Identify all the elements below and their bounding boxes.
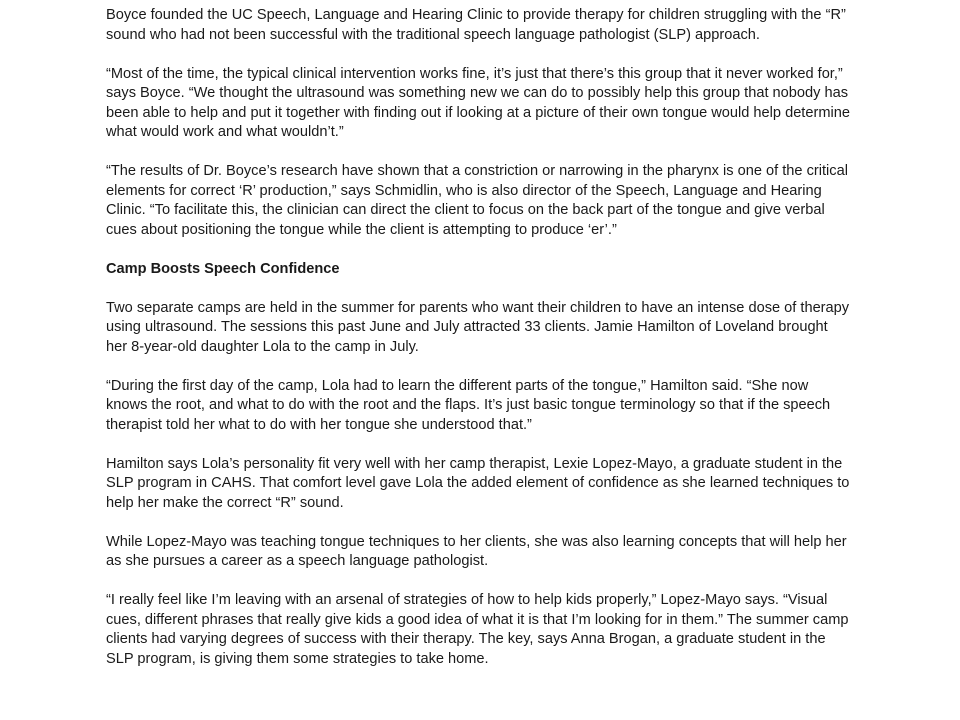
- paragraph-camps: Two separate camps are held in the summer for parents who want their children to have an intense dose of therapy using ultrasound. The sessions this past June and July attracted 33 clients. Jamie Hamilton of Loveland brought her 8-year-old daughter Lola to the camp in July.: [106, 299, 850, 355]
- paragraph-hamilton-quote: “During the first day of the camp, Lola had to learn the different parts of the tongue,” Hamilton said. “She now knows the root, and what to do with the root and the flaps. It’s just basic tongue terminology so that if the speech therapist told her what to do with her tongue she understood that.”: [106, 377, 831, 433]
- article-body: [106, 6, 852, 669]
- paragraph-clinic-founding: Boyce founded the UC Speech, Language and Hearing Clinic to provide therapy for children struggling with the “R” sound who had not been successful with the traditional speech language pathologist (SLP) approach.: [106, 7, 846, 43]
- paragraph-boyce-quote: “Most of the time, the typical clinical intervention works fine, it’s just that there’s this group that it never worked for,” says Boyce. “We thought the ultrasound was something new we can do to possibly help this group that nobody has been able to help and put it together with finding out if looking at a picture of their own tongue would help determine what would work and what wouldn’t.”: [106, 65, 850, 140]
- paragraph-strategies-quote: “I really feel like I’m leaving with an arsenal of strategies of how to help kids properly,” Lopez-Mayo says. “Visual cues, different phrases that really give kids a good idea of what it is that I’m looking for in them.” The summer camp clients had varying degrees of success with their therapy. The key, says Anna Brogan, a graduate student in the SLP program, is giving them some strategies to take home.: [106, 592, 849, 667]
- paragraph-research-results: “The results of Dr. Boyce’s research have shown that a constriction or narrowing in the pharynx is one of the critical elements for correct ‘R’ production,” says Schmidlin, who is also director of the Speech, Language and Hearing Clinic. “To facilitate this, the clinician can direct the client to focus on the back part of the tongue and give verbal cues about positioning the tongue while the client is attempting to produce ‘er’.”: [106, 163, 848, 238]
- section-subheading: Camp Boosts Speech Confidence: [106, 260, 340, 277]
- paragraph-lopez-mayo-learning: While Lopez-Mayo was teaching tongue techniques to her clients, she was also learning concepts that will help her as she pursues a career as a speech language pathologist.: [106, 533, 847, 569]
- paragraph-lola-therapist: Hamilton says Lola’s personality fit very well with her camp therapist, Lexie Lopez-Mayo, a graduate student in the SLP program in CAHS. That comfort level gave Lola the added element of confidence as she learned techniques to help her make the correct “R” sound.: [106, 455, 850, 511]
